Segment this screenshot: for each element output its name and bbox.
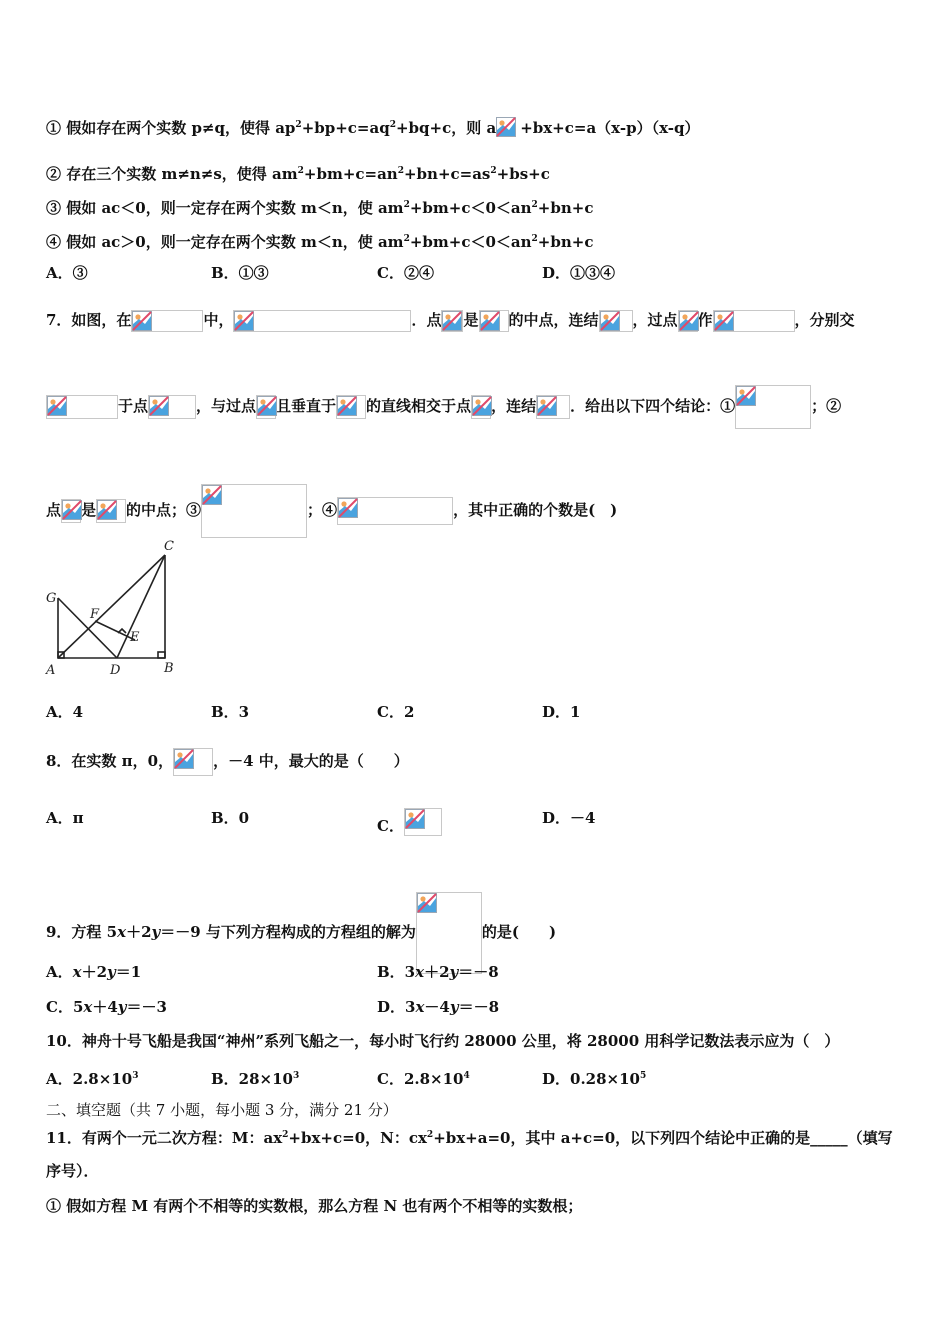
formula-image-icon [496,117,520,141]
label-d: D [110,663,121,678]
formula-image-icon [599,310,633,332]
formula-image-icon [441,310,463,332]
label-c: C [164,539,174,554]
q10-option-d: D．$0.28\times 10^5$ [542,1070,647,1088]
formula-image-icon [713,310,795,332]
formula-image-icon [96,499,126,523]
q6-statement-3: ③ 假如 ac＜0，则一定存在两个实数 m＜n，使 $am^2+bm+c<0<an^2+bn+c$ [46,199,594,217]
formula-image-icon [471,395,491,419]
formula-image-icon [479,310,509,332]
q7-line-2: 于点 ，与过点 且垂直于 的直线相交于点 ，连结 ．给出以下四个结论：① ；② [46,385,841,429]
q6-option-b: B．①③ [211,264,269,282]
formula-image-icon [148,395,196,419]
formula-image-icon [337,497,453,525]
q6-statement-2: ② 存在三个实数 m≠n≠s，使得 $am^2+bm+c=an^2+bn+c=as^2+bs+c$ [46,165,550,183]
formula-image-icon [61,499,81,523]
formula-image-icon [256,395,276,419]
q6-option-c: C．②④ [377,264,434,282]
q7-option-c: C．2 [377,703,415,721]
formula-image-icon [336,395,366,419]
q7-option-a: A．4 [46,703,84,721]
q8-option-c: C． [377,808,442,836]
section-2-title: 二、填空题（共 7 小题，每小题 3 分，满分 21 分） [46,1101,398,1119]
formula-image-icon [536,395,570,419]
formula-image-icon [46,395,118,419]
q6-option-a: A．③ [46,264,88,282]
label-b: B [164,661,174,676]
formula-image-icon [404,808,442,836]
q6-statement-4: ④ 假如 ac＞0，则一定存在两个实数 m＜n，使 $am^2+bm+c<0<an^2+bn+c$ [46,233,594,251]
formula-image-icon [735,385,811,429]
formula-image-icon [201,484,307,538]
q10-option-c: C．$2.8\times 10^4$ [377,1070,470,1088]
label-e: E [130,630,140,645]
q10-option-b: B．$28\times 10^3$ [211,1070,300,1088]
q7-option-d: D．1 [542,703,581,721]
q11-statement-1: ① 假如方程 M 有两个不相等的实数根，那么方程 N 也有两个不相等的实数根； [46,1197,583,1215]
q9-option-c: C．5x＋4y＝－3 [46,998,167,1016]
formula-image-icon [233,310,411,332]
q11-stem-line-2: 序号）． [46,1162,99,1180]
geometry-figure [38,530,188,680]
q7-line-1: 7．如图，在 中， ．点 是 的中点，连结 ，过点 作 ，分别交 [46,310,855,332]
formula-image-icon [173,748,213,776]
label-f: F [90,607,100,622]
formula-image-icon [678,310,698,332]
q10-stem: 10．神舟十号飞船是我国“神州”系列飞船之一，每小时飞行约 28000 公里，将 28000 用科学记数法表示应为（ ） [46,1032,840,1050]
q7-option-b: B．3 [211,703,250,721]
label-g: G [46,591,57,606]
q8-option-d: D．－4 [542,809,596,827]
q10-option-a: A．$2.8\times 10^3$ [46,1070,139,1088]
q6-statement-1: ① 假如存在两个实数 p≠q，使得 $ap^2+bp+c=aq^2+bq+c$，则 a +bx+c=a（x-p）（x-q） [46,115,699,141]
q9-option-b: B．3x＋2y＝－8 [377,963,499,981]
q11-stem-line-1: 11．有两个一元二次方程：M：$ax^2+bx+c=0$，N：$cx^2+bx+a=0$，其中 a+c=0，以下列四个结论中正确的是_____（填写 [46,1129,893,1147]
q7-line-3: 点 是 的中点；③ ；④ ，其中正确的个数是( ) [46,484,617,538]
q8-option-b: B．0 [211,809,250,827]
label-a: A [46,663,56,678]
q9-option-d: D．3x－4y＝－8 [377,998,499,1016]
formula-image-icon [131,310,203,332]
q8-option-a: A．π [46,809,84,827]
q9-option-a: A．x＋2y＝1 [46,963,142,981]
q8-stem: 8．在实数 π，0， ，－4 中，最大的是（ ） [46,748,409,776]
q6-option-d: D．①③④ [542,264,616,282]
q9-stem: 9．方程 5x＋2y＝－9 与下列方程构成的方程组的解为 的是( ) [46,892,556,974]
